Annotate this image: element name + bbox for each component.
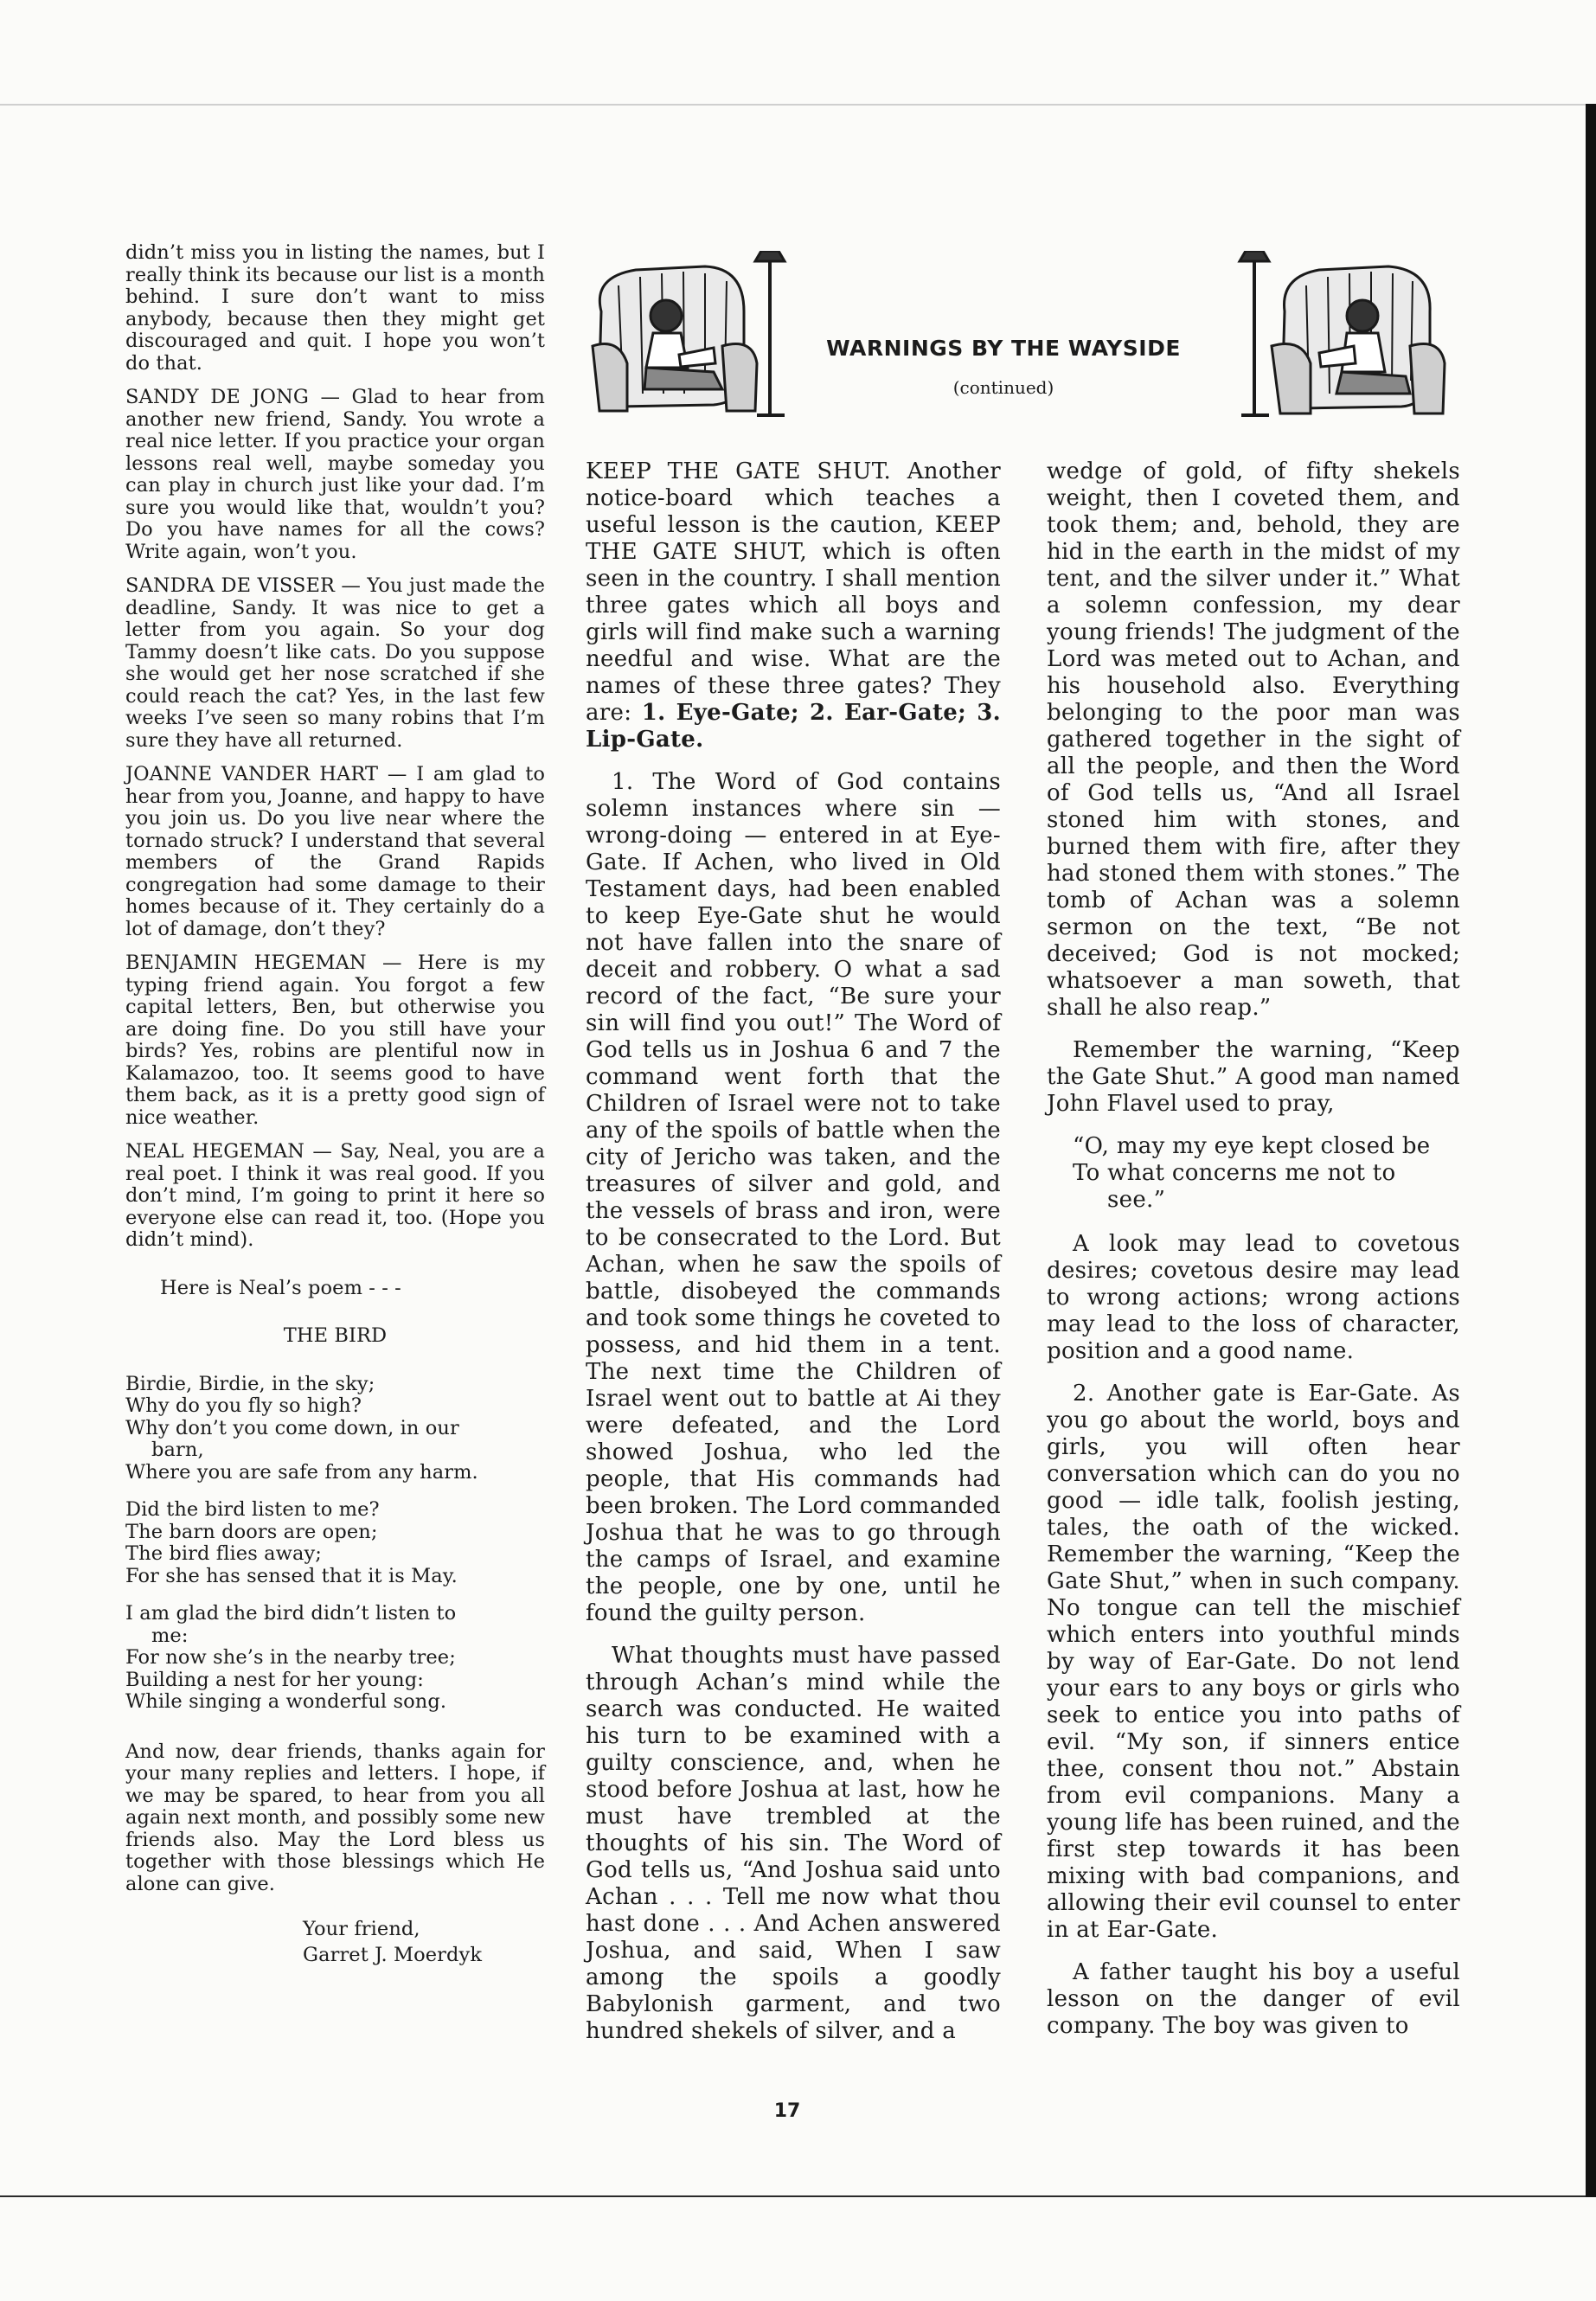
letter-paragraph: SANDRA DE VISSER — You just made the deadline, Sandy. It was nice to get a letter from you again. So your dog Tammy doesn’t like cats. Do you suppose she would get her nose scratched if she could reach the cat? Yes, in the last few weeks I’ve seen so many robins that I’m sure they have all returned. xyxy=(125,574,545,752)
poem-line: barn, xyxy=(151,1439,204,1461)
poem-line: For she has sensed that it is May. xyxy=(125,1564,458,1587)
left-column xyxy=(125,242,545,1968)
verse-line: To what concerns me not to xyxy=(1073,1160,1396,1186)
prayer-verse xyxy=(1073,1133,1460,1214)
letter-paragraph: JOANNE VANDER HART — I am glad to hear from you, Joanne, and happy to have you join us. Do you live near where the tornado struck? I understand that several members of the Grand Rapids congregation had some damage to their homes because of it. They certainly do a lot of damage, don’t they? xyxy=(125,763,545,940)
page-top-rule xyxy=(0,104,1596,106)
page-right-edge xyxy=(1586,104,1596,2197)
poem-line: Where you are safe from any harm. xyxy=(125,1460,478,1484)
letter-paragraph: SANDY DE JONG — Glad to hear from another new friend, Sandy. You wrote a real nice letter. If you practice your organ lessons real well, maybe someday you can play in church just like your dad. I’m sure you would like that, wouldn’t you? Do you have names for all the cows? Write again, won’t you. xyxy=(125,386,545,563)
verse-line: see.” xyxy=(1107,1187,1166,1213)
letter-paragraph: NEAL HEGEMAN — Say, Neal, you are a real poet. I think it was real good. If you don’t mind, I’m going to print it here so everyone else can read it, too. (Hope you didn’t mind). xyxy=(125,1140,545,1251)
article-text: KEEP THE GATE SHUT. Another notice-board which teaches a useful lesson is the caution, KEEP THE GATE SHUT, which is often seen in the country. I shall mention three gates which all boys and girls will find make such a warning needful and wise. What are the names of these three gates? They are: xyxy=(586,458,1001,726)
poem-title: THE BIRD xyxy=(283,1324,388,1347)
poem-line: I am glad the bird didn’t listen to xyxy=(125,1602,457,1625)
article-header xyxy=(575,251,1471,445)
poem-line: For now she’s in the nearby tree; xyxy=(125,1646,456,1669)
poem-line: Why don’t you come down, in our xyxy=(125,1416,459,1439)
article-paragraph: A look may lead to covetous desires; covetous desire may lead to wrong actions; wrong actions may lead to the loss of character, position and a good name. xyxy=(1047,1231,1460,1364)
article-paragraph: 2. Another gate is Ear-Gate. As you go about the world, boys and girls, you will often hear conversation which can do you no good — idle talk, foolish jesting, tales, the oath of the wicked. Remember the warning, “Keep the Gate Shut,” when in such company. No tongue can tell the mischief which enters into youthful minds by way of Ear-Gate. Do not lend your ears to any boys or girls who seek to entice you into paths of evil. “My son, if sinners entice thee, consent thou not.” Abstain from evil companions. Many a young life has been ruined, and the first step towards it has been mixing with bad companions, and allowing their evil counsel to enter in at Ear-Gate. xyxy=(1047,1381,1460,1943)
poem-stanza xyxy=(125,1374,545,1484)
signature: Garret J. Moerdyk xyxy=(303,1944,483,1966)
poem-line: While singing a wonderful song. xyxy=(125,1690,447,1713)
gates-list: 1. Eye-Gate; 2. Ear-Gate; 3. Lip-Gate. xyxy=(586,700,1001,753)
article-paragraph: Remember the warning, “Keep the Gate Shut.” A good man named John Flavel used to pray, xyxy=(1047,1037,1460,1117)
page-number: 17 xyxy=(773,2100,801,2122)
signoff: Your friend, xyxy=(303,1918,420,1940)
page-bottom-rule xyxy=(0,2195,1596,2197)
middle-column xyxy=(586,458,1001,2061)
letter-paragraph: BENJAMIN HEGEMAN — Here is my typing friend again. You forgot a few capital letters, Ben, but otherwise you are doing fine. Do you still have your birds? Yes, robins are plentiful now in Kalamazoo, too. It seems good to have them back, as it is a pretty good sign of nice weather. xyxy=(125,952,545,1129)
article-subtitle: (continued) xyxy=(952,377,1054,398)
poem-line: Birdie, Birdie, in the sky; xyxy=(125,1372,375,1395)
article-paragraph: wedge of gold, of fifty shekels weight, then I coveted them, and took them; and, behold, they are hid in the earth in the midst of my tent, and the silver under it.” What a solemn confession, my dear young friends! The judgment of the Lord was meted out to Achan, and his household also. Everything belonging to the poor man was gathered together in the sight of all the people, and then the Word of God tells us, “And all Israel stoned him with stones, and burned them with fire, after they had stoned them with stones.” The tomb of Achan was a solemn sermon on the text, “Be not deceived; God is not mocked; whatsoever a man soweth, that shall he also reap.” xyxy=(1047,458,1460,1021)
poem-intro: Here is Neal’s poem - - - xyxy=(160,1276,401,1299)
girl-reading-illustration xyxy=(584,251,800,424)
poem-line: The barn doors are open; xyxy=(125,1520,378,1543)
article-title: WARNINGS BY THE WAYSIDE xyxy=(826,336,1181,361)
poem-line: The bird flies away; xyxy=(125,1542,322,1565)
letter-paragraph: didn’t miss you in listing the names, but I really think its because our list is a month behind. I sure don’t want to miss anybody, because then they might get discouraged and quit. I hope you won’t do that. xyxy=(125,241,545,375)
poem-stanza xyxy=(125,1603,545,1714)
closing-paragraph: And now, dear friends, thanks again for your many replies and letters. I hope, if we may be spared, to hear from you all again next month, and possibly some new friends also. May the Lord bless us together with those blessings which He alone can give. xyxy=(125,1740,545,1895)
poem-line: me: xyxy=(151,1624,189,1647)
verse-line: “O, may my eye kept closed be xyxy=(1073,1133,1431,1159)
poem-stanza xyxy=(125,1499,545,1587)
poem-line: Why do you fly so high? xyxy=(125,1394,362,1417)
article-paragraph: A father taught his boy a useful lesson on the danger of evil company. The boy was given to xyxy=(1047,1959,1460,2039)
boy-reading-illustration xyxy=(1233,251,1458,424)
article-paragraph: What thoughts must have passed through Achan’s mind while the search was conducted. He waited his turn to be examined with a guilty conscience, and, when he stood before Joshua at last, how he must have trembled at the thoughts of his sin. The Word of God tells us, “And Joshua said unto Achan . . . Tell me now what thou hast done . . . And Achen answered Joshua, and said, When I saw among the spoils a goodly Babylonish garment, and two hundred shekels of silver, and a xyxy=(586,1643,1001,2044)
article-paragraph xyxy=(586,458,1001,753)
right-column xyxy=(1047,458,1460,2055)
article-paragraph: 1. The Word of God contains solemn instances where sin — wrong-doing — entered in at Eye-Gate. If Achen, who lived in Old Testament days, had been enabled to keep Eye-Gate shut he would not have fallen into the snare of deceit and robbery. O what a sad record of the fact, “Be sure your sin will find you out!” The Word of God tells us in Joshua 6 and 7 the command went forth that the Children of Israel were not to take any of the spoils of battle when the city of Jericho was taken, and the treasures of silver and gold, and the vessels of brass and iron, were to be consecrated to the Lord. But Achan, when he saw the spoils of battle, disobeyed the commands and took some things he coveted to possess, and hid them in a tent. The next time the Children of Israel went out to battle at Ai they were defeated, and the Lord showed Joshua, who led the people, that His commands had been broken. The Lord commanded Joshua that he was to go through the camps of Israel, and examine the people, one by one, until he found the guilty person. xyxy=(586,769,1001,1626)
poem-line: Building a nest for her young: xyxy=(125,1668,424,1691)
poem-line: Did the bird listen to me? xyxy=(125,1498,380,1521)
